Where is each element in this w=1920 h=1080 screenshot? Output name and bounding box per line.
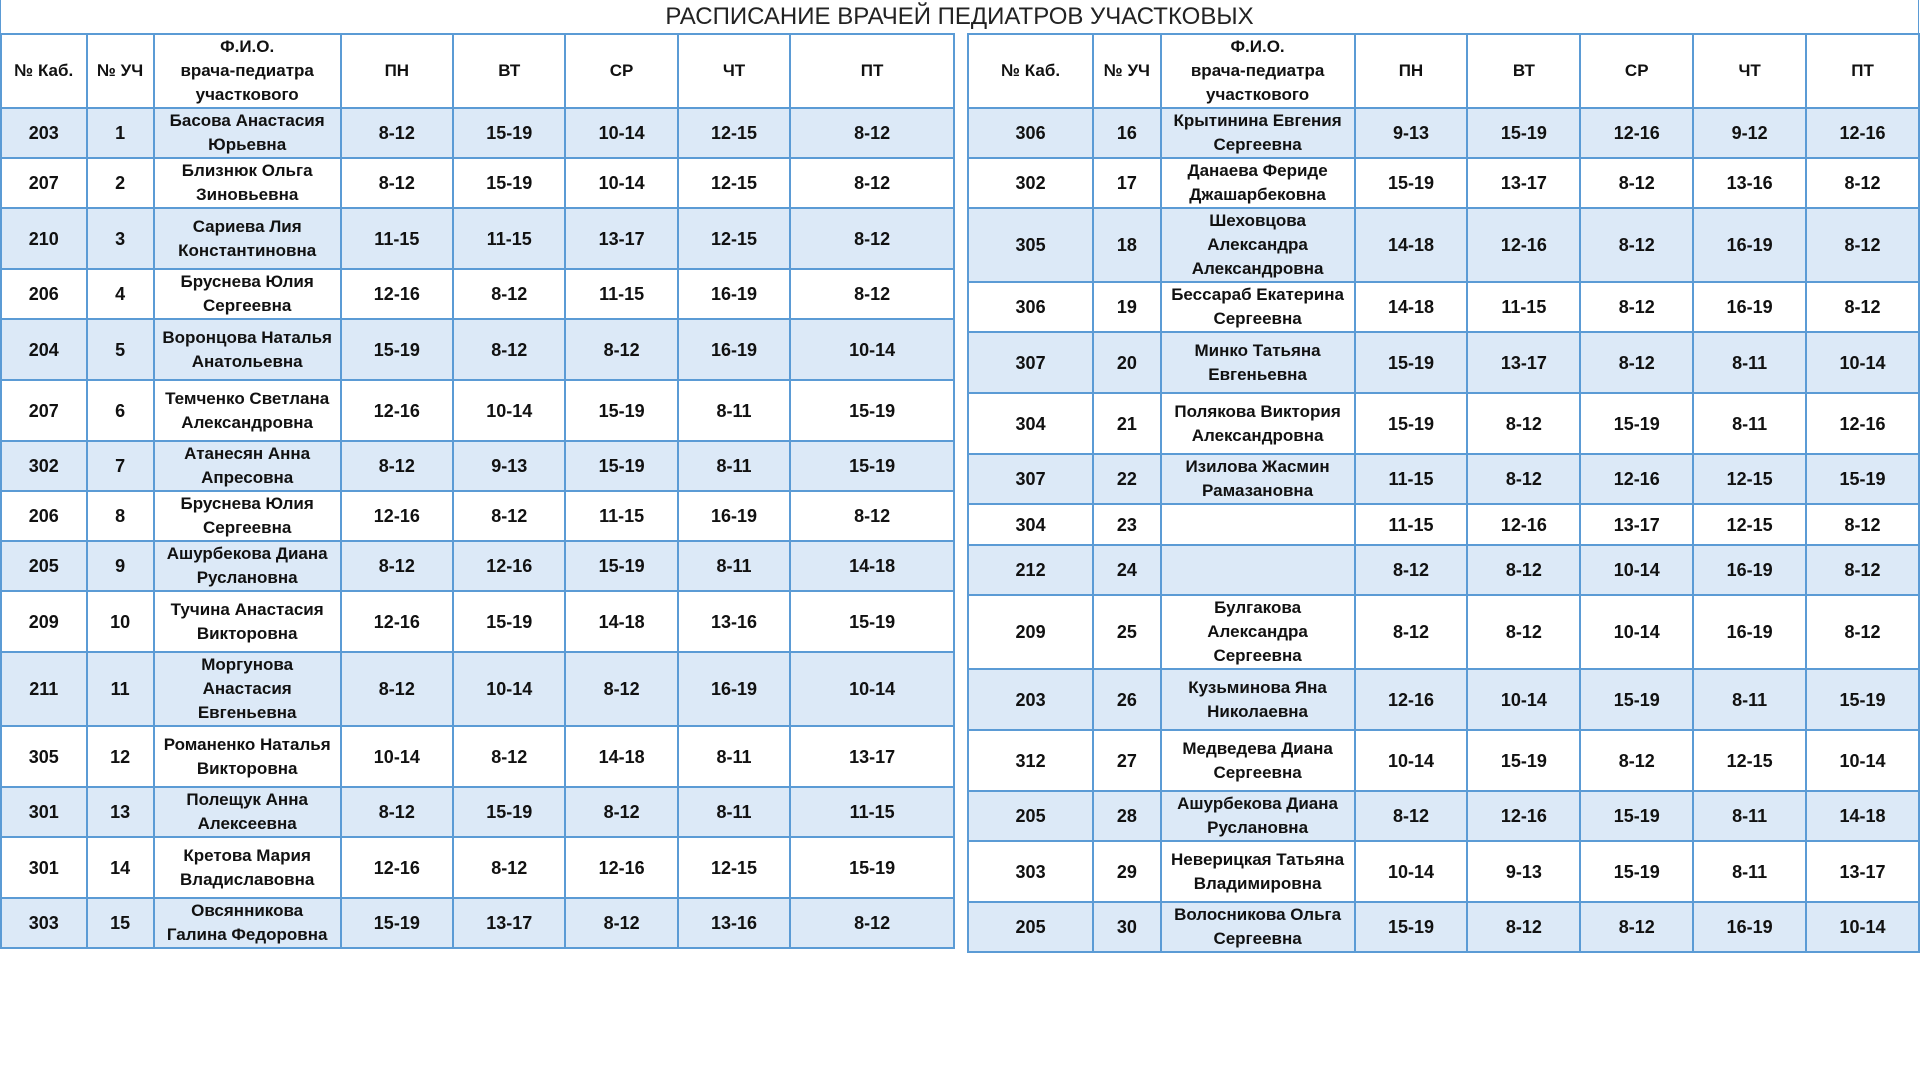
cell-cab: 307 bbox=[968, 454, 1093, 504]
cell-uch: 24 bbox=[1093, 545, 1160, 595]
cell-wed: 15-19 bbox=[1580, 669, 1693, 730]
table-row bbox=[968, 791, 1919, 841]
table-row bbox=[1, 208, 954, 269]
cell-wed: 11-15 bbox=[565, 491, 677, 541]
header-fri: ПТ bbox=[790, 34, 954, 108]
cell-uch: 14 bbox=[87, 837, 154, 898]
header-fri: ПТ bbox=[1806, 34, 1919, 108]
cell-uch: 16 bbox=[1093, 108, 1160, 158]
cell-thu: 16-19 bbox=[1693, 545, 1806, 595]
cell-uch: 22 bbox=[1093, 454, 1160, 504]
cell-mon: 11-15 bbox=[1355, 504, 1468, 545]
table-row bbox=[1, 108, 954, 158]
cell-wed: 8-12 bbox=[1580, 158, 1693, 208]
cell-cab: 305 bbox=[1, 726, 87, 787]
cell-fri: 8-12 bbox=[790, 208, 954, 269]
cell-thu: 16-19 bbox=[1693, 208, 1806, 282]
cell-fio: Кузьминова Яна Николаевна bbox=[1161, 669, 1355, 730]
cell-fri: 15-19 bbox=[1806, 454, 1919, 504]
cell-uch: 13 bbox=[87, 787, 154, 837]
cell-wed: 15-19 bbox=[565, 541, 677, 591]
cell-tue: 11-15 bbox=[453, 208, 565, 269]
cell-tue: 12-16 bbox=[1467, 208, 1580, 282]
cell-fio: Булгакова Александра Сергеевна bbox=[1161, 595, 1355, 669]
cell-cab: 207 bbox=[1, 158, 87, 208]
header-wed: СР bbox=[1580, 34, 1693, 108]
cell-fri: 13-17 bbox=[790, 726, 954, 787]
cell-cab: 305 bbox=[968, 208, 1093, 282]
cell-cab: 303 bbox=[968, 841, 1093, 902]
cell-mon: 12-16 bbox=[1355, 669, 1468, 730]
table-row bbox=[968, 208, 1919, 282]
cell-thu: 8-11 bbox=[1693, 669, 1806, 730]
cell-mon: 12-16 bbox=[341, 491, 453, 541]
cell-cab: 206 bbox=[1, 269, 87, 319]
page-title: РАСПИСАНИЕ ВРАЧЕЙ ПЕДИАТРОВ УЧАСТКОВЫХ bbox=[0, 0, 1919, 33]
cell-wed: 13-17 bbox=[1580, 504, 1693, 545]
cell-mon: 8-12 bbox=[341, 541, 453, 591]
cell-thu: 16-19 bbox=[678, 652, 790, 726]
table-row bbox=[968, 108, 1919, 158]
cell-fri: 8-12 bbox=[1806, 208, 1919, 282]
cell-wed: 12-16 bbox=[1580, 108, 1693, 158]
cell-uch: 15 bbox=[87, 898, 154, 948]
cell-wed: 10-14 bbox=[565, 108, 677, 158]
cell-cab: 203 bbox=[1, 108, 87, 158]
header-tue: ВТ bbox=[453, 34, 565, 108]
cell-wed: 14-18 bbox=[565, 726, 677, 787]
cell-thu: 8-11 bbox=[1693, 393, 1806, 454]
table-row bbox=[1, 652, 954, 726]
cell-fio: Шеховцова Александра Александровна bbox=[1161, 208, 1355, 282]
cell-fio: Тучина Анастасия Викторовна bbox=[154, 591, 341, 652]
cell-cab: 205 bbox=[968, 902, 1093, 952]
cell-wed: 15-19 bbox=[1580, 791, 1693, 841]
header-thu: ЧТ bbox=[678, 34, 790, 108]
cell-fio: Медведева Диана Сергеевна bbox=[1161, 730, 1355, 791]
cell-uch: 11 bbox=[87, 652, 154, 726]
cell-fio: Романенко Наталья Викторовна bbox=[154, 726, 341, 787]
cell-fri: 14-18 bbox=[790, 541, 954, 591]
cell-mon: 11-15 bbox=[1355, 454, 1468, 504]
cell-mon: 8-12 bbox=[341, 787, 453, 837]
header-fio: Ф.И.О. врача-педиатра участкового bbox=[154, 34, 341, 108]
header-mon: ПН bbox=[1355, 34, 1468, 108]
cell-tue: 8-12 bbox=[1467, 545, 1580, 595]
cell-mon: 12-16 bbox=[341, 380, 453, 441]
header-mon: ПН bbox=[341, 34, 453, 108]
cell-thu: 13-16 bbox=[678, 591, 790, 652]
cell-thu: 16-19 bbox=[678, 319, 790, 380]
table-row bbox=[968, 669, 1919, 730]
table-divider bbox=[955, 33, 967, 1080]
cell-fri: 15-19 bbox=[790, 591, 954, 652]
cell-uch: 3 bbox=[87, 208, 154, 269]
table-row bbox=[968, 504, 1919, 545]
cell-mon: 8-12 bbox=[1355, 595, 1468, 669]
table-row bbox=[1, 319, 954, 380]
cell-fio: Волосникова Ольга Сергеевна bbox=[1161, 902, 1355, 952]
cell-cab: 206 bbox=[1, 491, 87, 541]
cell-tue: 15-19 bbox=[453, 108, 565, 158]
cell-uch: 21 bbox=[1093, 393, 1160, 454]
cell-cab: 207 bbox=[1, 380, 87, 441]
cell-tue: 15-19 bbox=[453, 591, 565, 652]
header-tue: ВТ bbox=[1467, 34, 1580, 108]
cell-cab: 304 bbox=[968, 504, 1093, 545]
cell-thu: 8-11 bbox=[678, 541, 790, 591]
cell-tue: 8-12 bbox=[1467, 454, 1580, 504]
cell-tue: 8-12 bbox=[453, 491, 565, 541]
table-row bbox=[1, 787, 954, 837]
cell-fio: Овсянникова Галина Федоровна bbox=[154, 898, 341, 948]
cell-mon: 9-13 bbox=[1355, 108, 1468, 158]
cell-mon: 10-14 bbox=[1355, 841, 1468, 902]
cell-fri: 14-18 bbox=[1806, 791, 1919, 841]
cell-uch: 2 bbox=[87, 158, 154, 208]
cell-tue: 9-13 bbox=[1467, 841, 1580, 902]
header-fio: Ф.И.О. врача-педиатра участкового bbox=[1161, 34, 1355, 108]
cell-tue: 10-14 bbox=[453, 380, 565, 441]
header-wed: СР bbox=[565, 34, 677, 108]
table-row bbox=[968, 545, 1919, 595]
table-row bbox=[968, 393, 1919, 454]
cell-thu: 16-19 bbox=[1693, 282, 1806, 332]
cell-fio: Моргунова Анастасия Евгеньевна bbox=[154, 652, 341, 726]
cell-mon: 15-19 bbox=[1355, 158, 1468, 208]
cell-fio bbox=[1161, 504, 1355, 545]
cell-thu: 8-11 bbox=[1693, 791, 1806, 841]
table-row bbox=[968, 332, 1919, 393]
schedule-table-right bbox=[967, 33, 1920, 953]
cell-thu: 12-15 bbox=[678, 837, 790, 898]
cell-fri: 12-16 bbox=[1806, 393, 1919, 454]
cell-uch: 5 bbox=[87, 319, 154, 380]
cell-uch: 6 bbox=[87, 380, 154, 441]
cell-tue: 8-12 bbox=[1467, 595, 1580, 669]
cell-fri: 8-12 bbox=[790, 898, 954, 948]
cell-thu: 12-15 bbox=[1693, 504, 1806, 545]
cell-fio: Неверицкая Татьяна Владимировна bbox=[1161, 841, 1355, 902]
cell-mon: 12-16 bbox=[341, 591, 453, 652]
header-thu: ЧТ bbox=[1693, 34, 1806, 108]
cell-uch: 7 bbox=[87, 441, 154, 491]
cell-cab: 209 bbox=[1, 591, 87, 652]
cell-cab: 307 bbox=[968, 332, 1093, 393]
cell-uch: 8 bbox=[87, 491, 154, 541]
cell-wed: 8-12 bbox=[565, 787, 677, 837]
cell-fio: Крытинина Евгения Сергеевна bbox=[1161, 108, 1355, 158]
cell-wed: 11-15 bbox=[565, 269, 677, 319]
cell-mon: 15-19 bbox=[1355, 902, 1468, 952]
cell-cab: 306 bbox=[968, 108, 1093, 158]
header-uch: № УЧ bbox=[1093, 34, 1160, 108]
cell-wed: 8-12 bbox=[565, 898, 677, 948]
cell-mon: 10-14 bbox=[341, 726, 453, 787]
cell-fri: 15-19 bbox=[790, 441, 954, 491]
cell-thu: 12-15 bbox=[1693, 730, 1806, 791]
cell-tue: 12-16 bbox=[1467, 791, 1580, 841]
table-row bbox=[968, 902, 1919, 952]
cell-tue: 8-12 bbox=[453, 319, 565, 380]
cell-cab: 212 bbox=[968, 545, 1093, 595]
cell-uch: 19 bbox=[1093, 282, 1160, 332]
cell-thu: 16-19 bbox=[1693, 902, 1806, 952]
table-row bbox=[968, 282, 1919, 332]
cell-uch: 18 bbox=[1093, 208, 1160, 282]
cell-cab: 302 bbox=[968, 158, 1093, 208]
cell-fio: Бессараб Екатерина Сергеевна bbox=[1161, 282, 1355, 332]
table-row bbox=[1, 726, 954, 787]
cell-fri: 8-12 bbox=[790, 269, 954, 319]
cell-tue: 10-14 bbox=[1467, 669, 1580, 730]
table-row bbox=[968, 158, 1919, 208]
cell-wed: 15-19 bbox=[565, 441, 677, 491]
cell-fio: Бруснева Юлия Сергеевна bbox=[154, 491, 341, 541]
cell-cab: 203 bbox=[968, 669, 1093, 730]
cell-mon: 8-12 bbox=[341, 108, 453, 158]
cell-uch: 1 bbox=[87, 108, 154, 158]
table-row bbox=[1, 591, 954, 652]
cell-tue: 8-12 bbox=[1467, 393, 1580, 454]
table-row bbox=[968, 595, 1919, 669]
cell-wed: 10-14 bbox=[1580, 545, 1693, 595]
cell-wed: 8-12 bbox=[1580, 730, 1693, 791]
cell-uch: 30 bbox=[1093, 902, 1160, 952]
cell-thu: 8-11 bbox=[1693, 841, 1806, 902]
cell-tue: 9-13 bbox=[453, 441, 565, 491]
cell-uch: 26 bbox=[1093, 669, 1160, 730]
cell-fio: Сариева Лия Константиновна bbox=[154, 208, 341, 269]
cell-wed: 15-19 bbox=[1580, 393, 1693, 454]
cell-fri: 8-12 bbox=[790, 491, 954, 541]
cell-fri: 10-14 bbox=[1806, 730, 1919, 791]
cell-fri: 8-12 bbox=[1806, 545, 1919, 595]
header-cab: № Каб. bbox=[968, 34, 1093, 108]
cell-fri: 11-15 bbox=[790, 787, 954, 837]
cell-tue: 15-19 bbox=[453, 158, 565, 208]
cell-mon: 12-16 bbox=[341, 837, 453, 898]
cell-mon: 8-12 bbox=[341, 652, 453, 726]
cell-wed: 15-19 bbox=[1580, 841, 1693, 902]
cell-fri: 8-12 bbox=[1806, 595, 1919, 669]
cell-uch: 12 bbox=[87, 726, 154, 787]
cell-fri: 8-12 bbox=[1806, 504, 1919, 545]
cell-fio: Кретова Мария Владиславовна bbox=[154, 837, 341, 898]
header-cab: № Каб. bbox=[1, 34, 87, 108]
cell-wed: 12-16 bbox=[1580, 454, 1693, 504]
cell-wed: 12-16 bbox=[565, 837, 677, 898]
cell-tue: 8-12 bbox=[453, 726, 565, 787]
cell-fio: Изилова Жасмин Рамазановна bbox=[1161, 454, 1355, 504]
cell-wed: 14-18 bbox=[565, 591, 677, 652]
cell-wed: 8-12 bbox=[1580, 282, 1693, 332]
cell-mon: 15-19 bbox=[1355, 332, 1468, 393]
cell-thu: 8-11 bbox=[678, 726, 790, 787]
cell-fio: Бруснева Юлия Сергеевна bbox=[154, 269, 341, 319]
cell-thu: 8-11 bbox=[1693, 332, 1806, 393]
table-row bbox=[1, 837, 954, 898]
cell-wed: 15-19 bbox=[565, 380, 677, 441]
cell-tue: 12-16 bbox=[453, 541, 565, 591]
cell-uch: 17 bbox=[1093, 158, 1160, 208]
table-row bbox=[1, 898, 954, 948]
cell-cab: 205 bbox=[968, 791, 1093, 841]
cell-tue: 8-12 bbox=[453, 269, 565, 319]
cell-fri: 10-14 bbox=[790, 319, 954, 380]
cell-cab: 205 bbox=[1, 541, 87, 591]
cell-tue: 13-17 bbox=[453, 898, 565, 948]
cell-cab: 211 bbox=[1, 652, 87, 726]
cell-fio: Воронцова Наталья Анатольевна bbox=[154, 319, 341, 380]
cell-uch: 28 bbox=[1093, 791, 1160, 841]
cell-uch: 25 bbox=[1093, 595, 1160, 669]
cell-tue: 8-12 bbox=[453, 837, 565, 898]
cell-fri: 8-12 bbox=[1806, 282, 1919, 332]
cell-fri: 15-19 bbox=[1806, 669, 1919, 730]
cell-cab: 304 bbox=[968, 393, 1093, 454]
cell-wed: 10-14 bbox=[565, 158, 677, 208]
cell-mon: 15-19 bbox=[341, 319, 453, 380]
cell-cab: 210 bbox=[1, 208, 87, 269]
cell-mon: 11-15 bbox=[341, 208, 453, 269]
cell-tue: 15-19 bbox=[1467, 730, 1580, 791]
cell-cab: 303 bbox=[1, 898, 87, 948]
cell-uch: 27 bbox=[1093, 730, 1160, 791]
cell-fio: Ашурбекова Диана Руслановна bbox=[154, 541, 341, 591]
cell-cab: 306 bbox=[968, 282, 1093, 332]
cell-tue: 15-19 bbox=[1467, 108, 1580, 158]
table-row bbox=[1, 158, 954, 208]
cell-uch: 9 bbox=[87, 541, 154, 591]
cell-tue: 10-14 bbox=[453, 652, 565, 726]
cell-thu: 12-15 bbox=[1693, 454, 1806, 504]
cell-uch: 4 bbox=[87, 269, 154, 319]
table-header-row bbox=[968, 34, 1919, 108]
cell-fio: Минко Татьяна Евгеньевна bbox=[1161, 332, 1355, 393]
cell-cab: 204 bbox=[1, 319, 87, 380]
table-row bbox=[968, 454, 1919, 504]
cell-thu: 16-19 bbox=[1693, 595, 1806, 669]
cell-thu: 12-15 bbox=[678, 158, 790, 208]
table-row bbox=[1, 441, 954, 491]
cell-thu: 12-15 bbox=[678, 108, 790, 158]
cell-tue: 13-17 bbox=[1467, 158, 1580, 208]
cell-cab: 302 bbox=[1, 441, 87, 491]
cell-thu: 16-19 bbox=[678, 491, 790, 541]
cell-fri: 8-12 bbox=[790, 158, 954, 208]
cell-mon: 14-18 bbox=[1355, 208, 1468, 282]
cell-mon: 15-19 bbox=[1355, 393, 1468, 454]
cell-fio: Темченко Светлана Александровна bbox=[154, 380, 341, 441]
cell-wed: 8-12 bbox=[1580, 332, 1693, 393]
cell-wed: 8-12 bbox=[565, 319, 677, 380]
cell-thu: 8-11 bbox=[678, 787, 790, 837]
cell-mon: 15-19 bbox=[341, 898, 453, 948]
cell-mon: 8-12 bbox=[1355, 545, 1468, 595]
cell-mon: 10-14 bbox=[1355, 730, 1468, 791]
cell-cab: 312 bbox=[968, 730, 1093, 791]
cell-tue: 8-12 bbox=[1467, 902, 1580, 952]
cell-thu: 9-12 bbox=[1693, 108, 1806, 158]
table-row bbox=[1, 491, 954, 541]
cell-wed: 10-14 bbox=[1580, 595, 1693, 669]
table-header-row bbox=[1, 34, 954, 108]
cell-wed: 8-12 bbox=[1580, 208, 1693, 282]
cell-fio: Данаева Фериде Джашарбековна bbox=[1161, 158, 1355, 208]
table-row bbox=[1, 269, 954, 319]
cell-wed: 13-17 bbox=[565, 208, 677, 269]
table-row bbox=[1, 541, 954, 591]
cell-thu: 13-16 bbox=[678, 898, 790, 948]
table-row bbox=[968, 841, 1919, 902]
cell-tue: 12-16 bbox=[1467, 504, 1580, 545]
header-uch: № УЧ bbox=[87, 34, 154, 108]
cell-fri: 10-14 bbox=[1806, 332, 1919, 393]
cell-fri: 10-14 bbox=[1806, 902, 1919, 952]
cell-uch: 10 bbox=[87, 591, 154, 652]
cell-thu: 12-15 bbox=[678, 208, 790, 269]
cell-fio: Ашурбекова Диана Руслановна bbox=[1161, 791, 1355, 841]
cell-cab: 301 bbox=[1, 837, 87, 898]
cell-fri: 12-16 bbox=[1806, 108, 1919, 158]
cell-uch: 20 bbox=[1093, 332, 1160, 393]
cell-mon: 8-12 bbox=[341, 441, 453, 491]
cell-tue: 11-15 bbox=[1467, 282, 1580, 332]
cell-fri: 8-12 bbox=[790, 108, 954, 158]
cell-fio: Близнюк Ольга Зиновьевна bbox=[154, 158, 341, 208]
cell-mon: 14-18 bbox=[1355, 282, 1468, 332]
cell-fio: Атанесян Анна Апресовна bbox=[154, 441, 341, 491]
table-row bbox=[968, 730, 1919, 791]
cell-fio bbox=[1161, 545, 1355, 595]
cell-thu: 13-16 bbox=[1693, 158, 1806, 208]
cell-cab: 209 bbox=[968, 595, 1093, 669]
cell-tue: 13-17 bbox=[1467, 332, 1580, 393]
table-row bbox=[1, 380, 954, 441]
cell-fri: 15-19 bbox=[790, 837, 954, 898]
cell-uch: 29 bbox=[1093, 841, 1160, 902]
cell-wed: 8-12 bbox=[1580, 902, 1693, 952]
cell-fio: Полещук Анна Алексеевна bbox=[154, 787, 341, 837]
cell-fio: Басова Анастасия Юрьевна bbox=[154, 108, 341, 158]
cell-mon: 8-12 bbox=[341, 158, 453, 208]
schedule-table-left bbox=[0, 33, 955, 949]
cell-uch: 23 bbox=[1093, 504, 1160, 545]
cell-fio: Полякова Виктория Александровна bbox=[1161, 393, 1355, 454]
cell-thu: 8-11 bbox=[678, 441, 790, 491]
cell-thu: 8-11 bbox=[678, 380, 790, 441]
cell-fri: 15-19 bbox=[790, 380, 954, 441]
cell-fri: 10-14 bbox=[790, 652, 954, 726]
cell-fri: 8-12 bbox=[1806, 158, 1919, 208]
cell-fri: 13-17 bbox=[1806, 841, 1919, 902]
cell-mon: 8-12 bbox=[1355, 791, 1468, 841]
cell-cab: 301 bbox=[1, 787, 87, 837]
cell-tue: 15-19 bbox=[453, 787, 565, 837]
cell-wed: 8-12 bbox=[565, 652, 677, 726]
cell-thu: 16-19 bbox=[678, 269, 790, 319]
cell-mon: 12-16 bbox=[341, 269, 453, 319]
